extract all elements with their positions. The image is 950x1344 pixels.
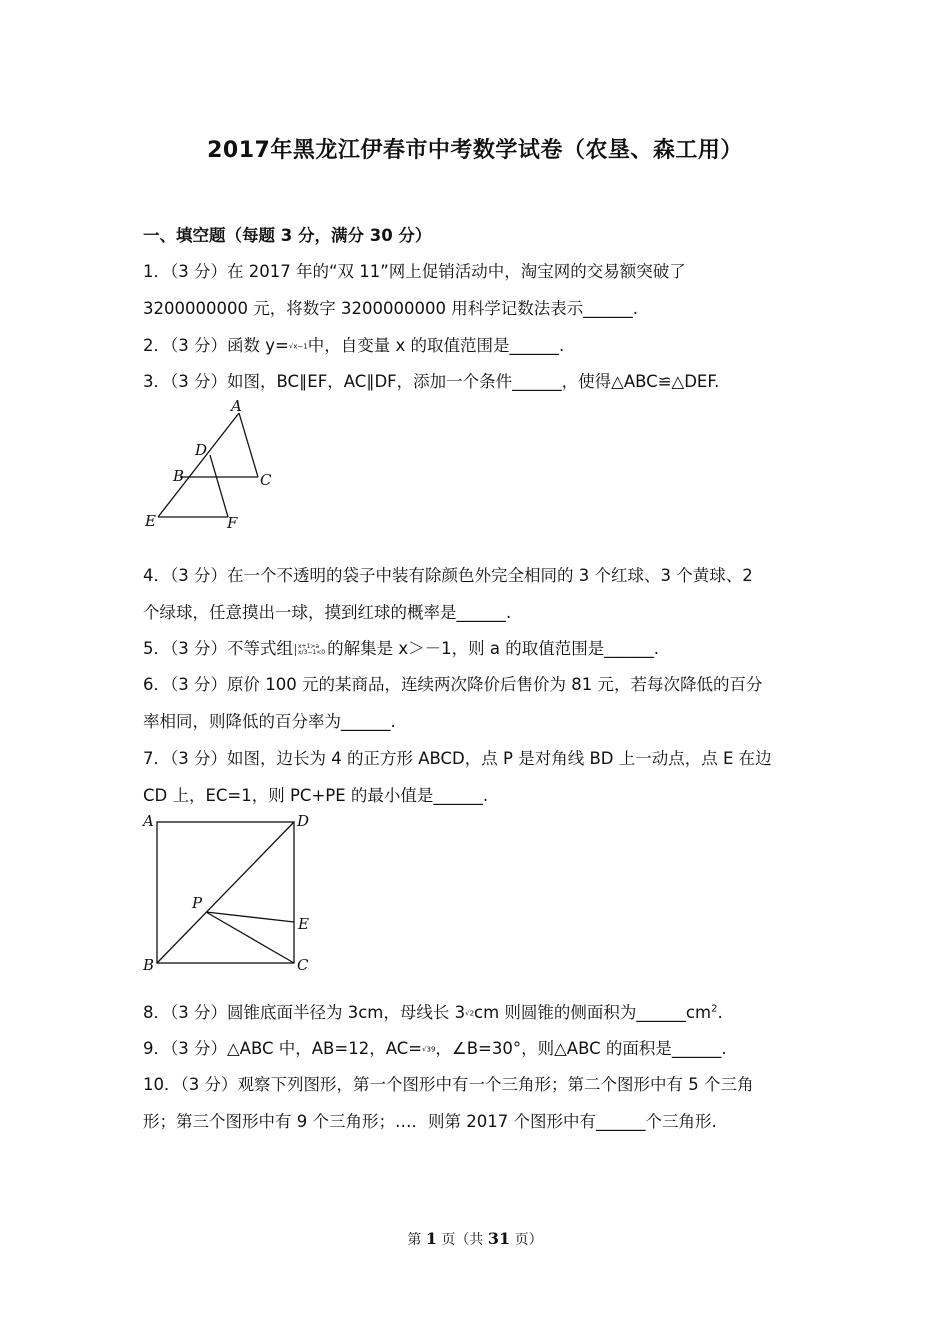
question-1-line-2: 3200000000 元，将数字 3200000000 用科学记数法表示______. [143, 299, 638, 318]
label-c: C [260, 471, 272, 489]
segment-pc [206, 912, 294, 963]
question-7-line-1: 7．（3 分）如图，边长为 4 的正方形 ABCD，点 P 是对角线 BD 上一动点，点 E 在边 [143, 749, 772, 768]
page-title: 2017年黑龙江伊春市中考数学试卷（农垦、森工用） [207, 138, 743, 163]
question-5-prefix: 5．（3 分）不等式组 [143, 639, 293, 658]
footer-prefix: 第 [407, 1232, 426, 1248]
question-4-line-1: 4．（3 分）在一个不透明的袋子中装有除颜色外完全相同的 3 个红球、3 个黄球、2 [143, 566, 753, 585]
footer-middle: 页（共 [436, 1232, 488, 1248]
question-8 [143, 999, 723, 1023]
question-4-line-2: 个绿球，任意摸出一球，摸到红球的概率是______. [143, 603, 512, 622]
label-f: F [227, 514, 238, 532]
question-9-prefix: 9．（3 分）△ABC 中，AB=12，AC= [143, 1039, 423, 1058]
question-7-line-2: CD 上，EC=1，则 PC+PE 的最小值是______. [143, 786, 489, 805]
footer-page-number: 1 [425, 1229, 437, 1248]
question-8-end: . [717, 1003, 723, 1022]
line-a-c [239, 413, 258, 477]
line-d-f [210, 455, 228, 517]
question-6-line-1: 6．（3 分）原价 100 元的某商品，连续两次降价后售价为 81 元，若每次降低的百分 [143, 675, 763, 694]
inequality-1: x+1>a [298, 642, 320, 650]
label-d: D [297, 812, 310, 830]
label-b: B [173, 467, 185, 485]
question-2-prefix: 2．（3 分）函数 y= [143, 336, 289, 355]
footer-total-pages: 31 [487, 1229, 511, 1248]
question-5-suffix: 的解集是 x＞－1，则 a 的取值范围是______. [327, 639, 659, 658]
label-p: P [192, 894, 203, 912]
question-8-radical: √2 [465, 1009, 475, 1018]
label-c: C [297, 956, 309, 974]
figure-q3-triangles [140, 395, 280, 535]
page-footer [0, 1229, 950, 1249]
label-d: D [195, 441, 208, 459]
question-6-line-2: 率相同，则降低的百分率为______. [143, 712, 396, 731]
figure-q7-square [140, 808, 320, 978]
inequality-system [295, 644, 325, 656]
section-heading: 一、填空题（每题 3 分，满分 30 分） [143, 226, 432, 245]
question-3: 3．（3 分）如图，BC∥EF，AC∥DF，添加一个条件______，使得△ABC≌△DEF. [143, 372, 720, 391]
label-a: A [143, 812, 154, 830]
question-8-suffix: cm 则圆锥的侧面积为______cm [474, 1003, 712, 1022]
line-a-e [158, 413, 239, 517]
question-2-formula: √x−1 [288, 342, 308, 351]
question-1-line-1: 1．（3 分）在 2017 年的“双 11”网上促销活动中，淘宝网的交易额突破了 [143, 262, 686, 281]
question-2-suffix: 中，自变量 x 的取值范围是______. [307, 336, 565, 355]
inequality-2: x/3−1<0 [298, 648, 326, 656]
label-e: E [298, 915, 309, 933]
question-2 [143, 332, 564, 356]
label-e: E [145, 512, 156, 530]
question-10-line-2: 形；第三个图形中有 9 个三角形；…．则第 2017 个图形中有______个三角形. [143, 1112, 717, 1131]
label-b: B [143, 956, 155, 974]
diagonal-bd [157, 822, 294, 963]
footer-suffix: 页） [510, 1232, 543, 1248]
question-5 [143, 635, 659, 659]
question-9 [143, 1035, 727, 1059]
question-8-prefix: 8．（3 分）圆锥底面半径为 3cm，母线长 3 [143, 1003, 466, 1022]
label-a: A [231, 397, 242, 415]
question-9-radical: √39 [422, 1045, 436, 1054]
question-10-line-1: 10．（3 分）观察下列图形，第一个图形中有一个三角形；第二个图形中有 5 个三角 [143, 1075, 754, 1094]
segment-pe [206, 912, 294, 922]
question-9-suffix: ，∠B=30°，则△ABC 的面积是______. [435, 1039, 727, 1058]
unit-exponent: 2 [711, 1003, 718, 1015]
